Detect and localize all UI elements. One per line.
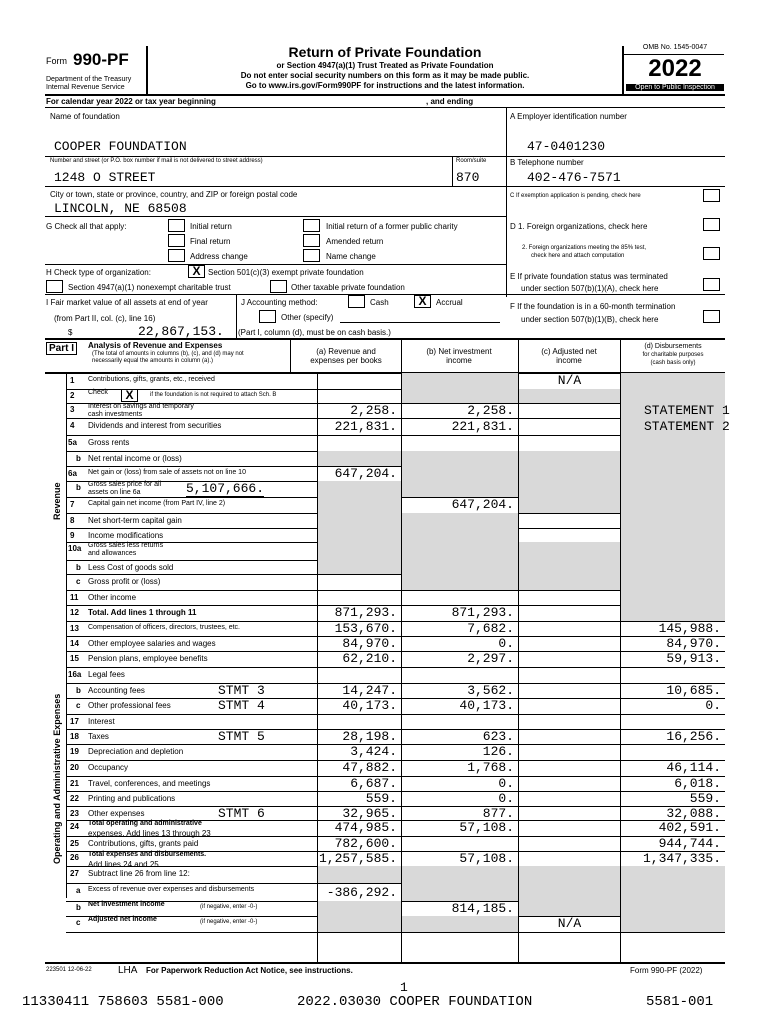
- i1-label: I Fair market value of all assets at end of year: [46, 298, 208, 307]
- value-col-a: 40,173.: [342, 698, 397, 713]
- line-number: 22: [70, 794, 79, 803]
- h1-label: Section 501(c)(3) exempt private foundation: [208, 268, 364, 277]
- footer-left-id: 11330411 758603 5581-000: [22, 994, 224, 1010]
- value-col-b: 2,297.: [467, 651, 514, 666]
- shaded-cell: [621, 466, 725, 481]
- value-col-d: 16,256.: [666, 729, 721, 744]
- value-col-a: 84,970.: [342, 636, 397, 651]
- shaded-cell: [318, 916, 401, 932]
- value-col-b: 0.: [498, 636, 514, 651]
- line-number: 15: [70, 654, 79, 663]
- dept-line-1: Department of the Treasury: [46, 76, 132, 83]
- value-col-b: 0.: [498, 776, 514, 791]
- value-col-b: 814,185.: [451, 901, 514, 916]
- value-col-b: 0.: [498, 791, 514, 806]
- value-col-d: 6,018.: [674, 776, 721, 791]
- city-label: City or town, state or province, country, and ZIP or foreign postal code: [50, 190, 298, 199]
- c-label: C If exemption application is pending, check here: [510, 193, 641, 199]
- value-col-a: 153,670.: [334, 621, 397, 636]
- shaded-cell: [519, 466, 620, 481]
- shaded-cell: [621, 883, 725, 901]
- line-label: Contributions, gifts, grants paid: [88, 839, 199, 848]
- shaded-cell: [519, 451, 620, 466]
- shaded-cell: [621, 866, 725, 883]
- line-number: 16a: [68, 670, 82, 679]
- line-number: 24: [70, 822, 79, 831]
- line-label: Interest on savings and temporary: [88, 403, 194, 410]
- line-number: b: [76, 903, 81, 912]
- footer-lha: LHA: [118, 965, 138, 976]
- and-ending: , and ending: [426, 97, 474, 106]
- line-label: Adjusted net income: [88, 916, 157, 923]
- value-col-d: 402,591.: [658, 820, 721, 835]
- shaded-cell: [519, 389, 620, 403]
- shaded-cell: [621, 513, 725, 528]
- shaded-cell: [402, 451, 518, 466]
- d1-label: D 1. Foreign organizations, check here: [510, 222, 648, 231]
- col-b-head-2: income: [446, 356, 472, 365]
- line-label: Travel, conferences, and meetings: [88, 779, 211, 788]
- h2-label: Section 4947(a)(1) nonexempt charitable trust: [68, 283, 231, 292]
- line-label: Occupancy: [88, 763, 129, 772]
- line-label: Total. Add lines 1 through 11: [88, 608, 197, 617]
- form-subtitle-3: Go to www.irs.gov/Form990PF for instructions and the latest information.: [245, 81, 525, 90]
- value-col-a: 47,882.: [342, 760, 397, 775]
- shaded-cell: [621, 373, 725, 389]
- line-number: 20: [70, 763, 79, 772]
- value-col-a: 1,257,585.: [318, 851, 397, 866]
- line-label: Dividends and interest from securities: [88, 421, 222, 430]
- line-number: c: [76, 701, 81, 710]
- shaded-cell: [402, 466, 518, 481]
- shaded-cell: [621, 605, 725, 621]
- value-col-d: 944,744.: [658, 836, 721, 851]
- shaded-cell: [621, 497, 725, 513]
- line-number: 9: [70, 531, 75, 540]
- line-number: 18: [70, 732, 79, 741]
- line-number: b: [76, 454, 81, 463]
- value-col-a: 6,687.: [350, 776, 397, 791]
- line-label-cont: (if negative, enter -0-): [200, 904, 258, 910]
- accrual-label: Accrual: [436, 298, 463, 307]
- shaded-cell: [621, 916, 725, 932]
- line-label-cont: Add lines 24 and 25: [88, 860, 159, 869]
- value-col-d: 0.: [705, 698, 721, 713]
- value-col-d: 59,913.: [666, 651, 721, 666]
- shaded-cell: [519, 542, 620, 560]
- j-label: J Accounting method:: [241, 298, 318, 307]
- line-label: Total operating and administrative: [88, 820, 202, 827]
- shaded-cell: [621, 528, 725, 542]
- footer-center-id: 2022.03030 COOPER FOUNDATION: [297, 994, 533, 1010]
- initial-return-checkbox[interactable]: [168, 219, 185, 232]
- value-col-a: 2,258.: [350, 403, 397, 418]
- shaded-cell: [519, 574, 620, 590]
- value-col-c: N/A: [557, 916, 582, 931]
- sch-b-checkbox[interactable]: X: [121, 389, 138, 402]
- d2-checkbox[interactable]: [703, 247, 720, 260]
- shaded-cell: [519, 866, 620, 883]
- value-col-a: 871,293.: [334, 605, 397, 620]
- dept-line-2: Internal Revenue Service: [46, 84, 125, 91]
- line-label: Legal fees: [88, 670, 125, 679]
- line-label: Contributions, gifts, grants, etc., received: [88, 376, 215, 383]
- footer-notice: For Paperwork Reduction Act Notice, see instructions.: [146, 966, 353, 975]
- other-method-label: Other (specify): [281, 313, 334, 322]
- omb-number: OMB No. 1545-0047: [642, 44, 708, 51]
- line-label: Gross profit or (loss): [88, 577, 161, 586]
- line-number: 23: [70, 809, 79, 818]
- col-b-head-1: (b) Net investment: [426, 347, 492, 356]
- initial-former-label: Initial return of a former public charity: [326, 222, 458, 231]
- value-col-a: 62,210.: [342, 651, 397, 666]
- shaded-cell: [402, 560, 518, 574]
- shaded-cell: [318, 560, 401, 574]
- i-dollar: $: [68, 328, 73, 337]
- e1-label: E If private foundation status was terminated: [510, 272, 668, 281]
- line-number: 4: [70, 421, 75, 430]
- value-col-b: 7,682.: [467, 621, 514, 636]
- h3-checkbox[interactable]: [270, 280, 287, 293]
- line-label: Check: [88, 389, 108, 396]
- shaded-cell: [318, 542, 401, 560]
- shaded-cell: [621, 435, 725, 451]
- h3-label: Other taxable private foundation: [291, 283, 405, 292]
- accrual-checkbox[interactable]: X: [414, 295, 431, 308]
- value-col-b: 1,768.: [467, 760, 514, 775]
- amended-return-label: Amended return: [326, 237, 384, 246]
- footer-code: 223501 12-06-22: [46, 967, 92, 973]
- h1-checkbox[interactable]: X: [188, 265, 205, 278]
- statement-ref: STMT 4: [218, 698, 265, 713]
- value-col-b: 877.: [482, 806, 514, 821]
- line-label: Total expenses and disbursements.: [88, 851, 207, 858]
- other-method-checkbox[interactable]: [259, 310, 276, 323]
- line-label-cont: if the foundation is not required to attach Sch. B: [150, 392, 277, 398]
- shaded-cell: [402, 481, 518, 497]
- shaded-cell: [318, 866, 401, 883]
- shaded-cell: [621, 590, 725, 605]
- value-col-d: 1,347,335.: [642, 851, 721, 866]
- d2a-label: 2. Foreign organizations meeting the 85% test,: [522, 245, 647, 251]
- part1-note-1: (The total of amounts in columns (b), (c), and (d) may not: [92, 351, 244, 357]
- line-number: 13: [70, 624, 79, 633]
- shaded-cell: [402, 574, 518, 590]
- value-col-b: 57,108.: [459, 851, 514, 866]
- name-change-label: Name change: [326, 252, 376, 261]
- shaded-cell: [621, 574, 725, 590]
- part1-note-2: necessarily equal the amounts in column (a).): [92, 358, 214, 364]
- foundation-name: COOPER FOUNDATION: [54, 139, 187, 154]
- value-col-b: 3,562.: [467, 683, 514, 698]
- fmv-value: 22,867,153.: [138, 324, 224, 339]
- shaded-cell: [318, 481, 401, 497]
- col-c-head-2: income: [556, 356, 582, 365]
- value-col-a: 3,424.: [350, 744, 397, 759]
- value-col-a: 474,985.: [334, 820, 397, 835]
- cash-label: Cash: [370, 298, 389, 307]
- line-label: Income modifications: [88, 531, 164, 540]
- line-label-cont: and allowances: [88, 550, 137, 557]
- value-col-a: 782,600.: [334, 836, 397, 851]
- ein-label: A Employer identification number: [510, 112, 627, 121]
- line-number: 21: [70, 779, 79, 788]
- line-label: Compensation of officers, directors, trustees, etc.: [88, 624, 240, 631]
- line-number: b: [76, 686, 81, 695]
- d2b-label: check here and attach computation: [531, 253, 625, 259]
- line-number: 19: [70, 747, 79, 756]
- value-col-c: N/A: [557, 373, 582, 388]
- statement-ref: STMT 6: [218, 806, 265, 821]
- c-checkbox[interactable]: [703, 189, 720, 202]
- line-label: Gross rents: [88, 438, 130, 447]
- shaded-cell: [402, 883, 518, 901]
- d1-checkbox[interactable]: [703, 218, 720, 231]
- line-number: 12: [70, 608, 79, 617]
- line-label: Printing and publications: [88, 794, 176, 803]
- revenue-side-label: Revenue: [52, 482, 62, 520]
- gross-sales-value: 5,107,666.: [186, 481, 265, 496]
- line-number: c: [76, 918, 81, 927]
- shaded-cell: [402, 389, 518, 403]
- line-label: Other income: [88, 593, 137, 602]
- form-subtitle-1: or Section 4947(a)(1) Trust Treated as Private Foundation: [276, 61, 494, 70]
- line-number: 8: [70, 516, 75, 525]
- line-number: 7: [70, 500, 75, 509]
- shaded-cell: [621, 901, 725, 916]
- initial-former-checkbox[interactable]: [303, 219, 320, 232]
- line-number: a: [76, 886, 81, 895]
- initial-return-label: Initial return: [190, 222, 232, 231]
- e-checkbox[interactable]: [703, 278, 720, 291]
- line-label: Subtract line 26 from line 12:: [88, 869, 190, 878]
- room-label: Room/suite: [456, 158, 487, 164]
- line-number: c: [76, 577, 81, 586]
- e2-label: under section 507(b)(1)(A), check here: [521, 284, 659, 293]
- g-label: G Check all that apply:: [46, 222, 127, 231]
- shaded-cell: [402, 373, 518, 389]
- line-label-cont: (if negative, enter -0-): [200, 919, 258, 925]
- line-number: 27: [70, 869, 79, 878]
- line-label: Net short-term capital gain: [88, 516, 182, 525]
- line-label: Excess of revenue over expenses and disbursements: [88, 886, 255, 893]
- value-col-d: 32,088.: [666, 806, 721, 821]
- shaded-cell: [519, 481, 620, 497]
- line-label-cont: expenses. Add lines 13 through 23: [88, 829, 211, 838]
- value-col-d: 84,970.: [666, 636, 721, 651]
- line-label: Less Cost of goods sold: [88, 563, 174, 572]
- open-inspection: Open to Public Inspection: [626, 84, 724, 91]
- name-label: Name of foundation: [50, 112, 120, 121]
- value-col-d: 10,685.: [666, 683, 721, 698]
- f1-label: F If the foundation is in a 60-month termination: [510, 302, 676, 311]
- line-label-cont: cash investments: [88, 411, 143, 418]
- form-title: Return of Private Foundation: [288, 44, 482, 60]
- shaded-cell: [621, 451, 725, 466]
- shaded-cell: [621, 542, 725, 560]
- shaded-cell: [621, 389, 725, 403]
- line-number: 5a: [68, 438, 77, 447]
- line-label: Interest: [88, 717, 115, 726]
- line-number: 6a: [68, 469, 77, 478]
- value-col-b: 647,204.: [451, 497, 514, 512]
- value-col-a: -386,292.: [326, 885, 397, 900]
- street-label: Number and street (or P.O. box number if mail is not delivered to street address): [50, 158, 263, 164]
- final-return-checkbox[interactable]: [168, 234, 185, 247]
- line-label: Accounting fees: [88, 686, 145, 695]
- value-col-a: 32,965.: [342, 806, 397, 821]
- street-value: 1248 O STREET: [54, 170, 156, 185]
- line-label: Net gain or (loss) from sale of assets not on line 10: [88, 469, 246, 476]
- form-number: 990-PF: [73, 50, 129, 69]
- statement-ref: STMT 5: [218, 729, 265, 744]
- shaded-cell: [519, 497, 620, 513]
- col-d-head-1: (d) Disbursements: [644, 343, 702, 350]
- f-checkbox[interactable]: [703, 310, 720, 323]
- i2-label: (from Part II, col. (c), line 16): [54, 314, 156, 323]
- shaded-cell: [318, 513, 401, 528]
- h2-checkbox[interactable]: [46, 280, 63, 293]
- cash-checkbox[interactable]: [348, 295, 365, 308]
- city-value: LINCOLN, NE 68508: [54, 201, 187, 216]
- h-label: H Check type of organization:: [46, 268, 151, 277]
- line-label: Gross sales price for all: [88, 481, 162, 488]
- shaded-cell: [318, 901, 401, 916]
- value-col-b: 623.: [482, 729, 514, 744]
- line-label: Depreciation and depletion: [88, 747, 184, 756]
- value-col-c: STATEMENT 2: [644, 419, 730, 434]
- shaded-cell: [318, 497, 401, 513]
- line-label-cont: assets on line 6a: [88, 489, 141, 496]
- shaded-cell: [402, 866, 518, 883]
- shaded-cell: [318, 528, 401, 542]
- footer-right-id: 5581-001: [646, 994, 714, 1010]
- form-subtitle-2: Do not enter social security numbers on this form as it may be made public.: [240, 71, 530, 80]
- address-change-checkbox[interactable]: [168, 249, 185, 262]
- col-d-head-3: (cash basis only): [650, 360, 696, 366]
- line-number: 2: [70, 391, 75, 400]
- line-number: 26: [70, 853, 79, 862]
- line-label: Net investment income: [88, 901, 165, 908]
- value-col-b: 2,258.: [467, 403, 514, 418]
- line-number: 1: [70, 376, 75, 385]
- amended-return-checkbox[interactable]: [303, 234, 320, 247]
- shaded-cell: [402, 513, 518, 528]
- line-label: Gross sales less returns: [88, 542, 164, 549]
- line-label: Net rental income or (loss): [88, 454, 182, 463]
- line-label: Pension plans, employee benefits: [88, 654, 208, 663]
- value-col-d: 145,988.: [658, 621, 721, 636]
- shaded-cell: [402, 542, 518, 560]
- line-label: Capital gain net income (from Part IV, line 2): [88, 500, 226, 507]
- shaded-cell: [621, 481, 725, 497]
- value-col-b: 126.: [482, 744, 514, 759]
- col-c-head-1: (c) Adjusted net: [541, 347, 597, 356]
- col-a-head-2: expenses per books: [310, 356, 382, 365]
- line-number: 3: [70, 405, 75, 414]
- ein-value: 47-0401230: [527, 139, 606, 154]
- line-label: Taxes: [88, 732, 109, 741]
- value-col-b: 221,831.: [451, 419, 514, 434]
- line-label: Other expenses: [88, 809, 145, 818]
- shaded-cell: [519, 883, 620, 901]
- value-col-a: 14,247.: [342, 683, 397, 698]
- line-number: 25: [70, 839, 79, 848]
- final-return-label: Final return: [190, 237, 231, 246]
- value-col-d: 559.: [689, 791, 721, 806]
- col-a-head-1: (a) Revenue and: [316, 347, 376, 356]
- shaded-cell: [318, 451, 401, 466]
- line-number: 14: [70, 639, 79, 648]
- col-d-head-2: for charitable purposes: [642, 352, 704, 358]
- value-col-a: 559.: [365, 791, 397, 806]
- footer-form: Form 990-PF (2022): [630, 966, 703, 975]
- phone-value: 402-476-7571: [527, 170, 621, 185]
- f2-label: under section 507(b)(1)(B), check here: [521, 315, 659, 324]
- phone-label: B Telephone number: [510, 158, 584, 167]
- line-number: 11: [70, 593, 79, 602]
- value-col-a: 221,831.: [334, 419, 397, 434]
- line-label: Other employee salaries and wages: [88, 639, 216, 648]
- value-col-b: 871,293.: [451, 605, 514, 620]
- room-value: 870: [456, 170, 480, 185]
- shaded-cell: [519, 560, 620, 574]
- part1-title: Analysis of Revenue and Expenses: [88, 341, 223, 350]
- expenses-side-label: Operating and Administrative Expenses: [52, 693, 62, 864]
- value-col-d: 46,114.: [666, 760, 721, 775]
- name-change-checkbox[interactable]: [303, 249, 320, 262]
- line-number: 10a: [68, 544, 82, 553]
- value-col-b: 40,173.: [459, 698, 514, 713]
- line-label: Other professional fees: [88, 701, 171, 710]
- line-number: b: [76, 563, 81, 572]
- value-col-c: STATEMENT 1: [644, 403, 730, 418]
- shaded-cell: [621, 560, 725, 574]
- shaded-cell: [402, 528, 518, 542]
- j-note: (Part I, column (d), must be on cash basis.): [238, 328, 391, 337]
- tax-year: 2022: [648, 55, 702, 82]
- address-change-label: Address change: [190, 252, 248, 261]
- value-col-b: 57,108.: [459, 820, 514, 835]
- statement-ref: STMT 3: [218, 683, 265, 698]
- value-col-a: 28,198.: [342, 729, 397, 744]
- part1-tag: Part I: [46, 342, 77, 355]
- shaded-cell: [402, 916, 518, 932]
- shaded-cell: [519, 901, 620, 916]
- calendar-year: For calendar year 2022 or tax year beginning: [46, 97, 216, 106]
- line-number: b: [76, 483, 81, 492]
- value-col-a: 647,204.: [334, 466, 397, 481]
- line-number: 17: [70, 717, 79, 726]
- page-number: 1: [400, 980, 408, 995]
- form-word: Form: [46, 56, 67, 66]
